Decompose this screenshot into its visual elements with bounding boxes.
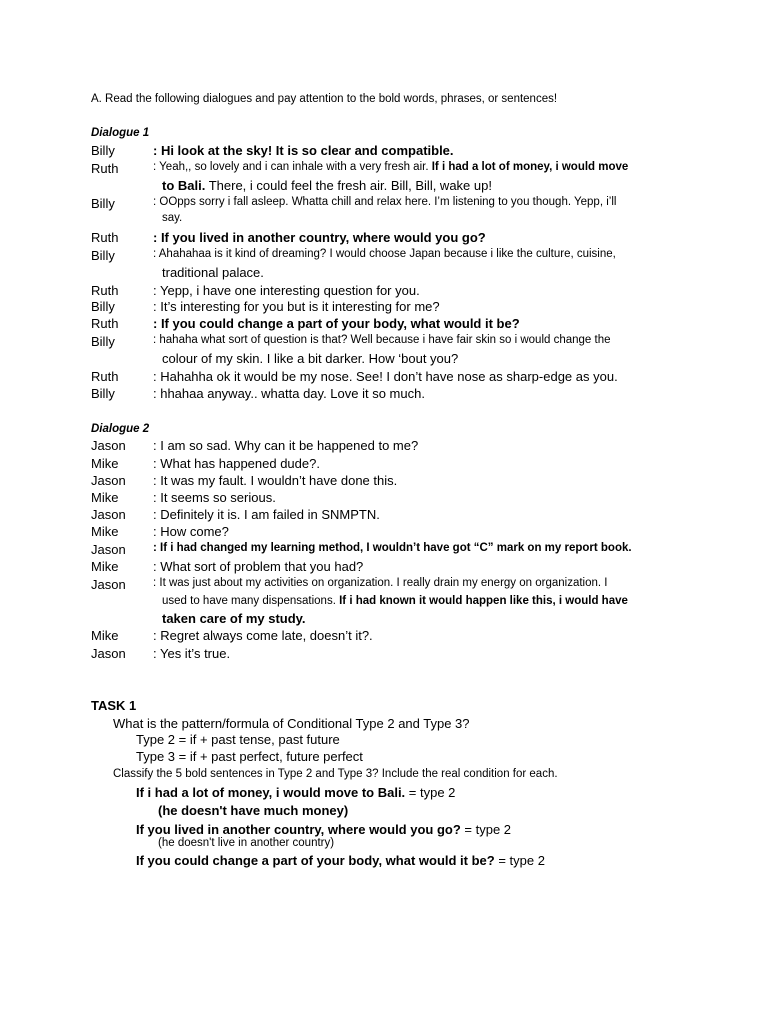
dialogue-text: : Yepp, i have one interesting question for you.	[153, 283, 420, 298]
dialogue-2-line	[0, 438, 768, 456]
dialogue-text: : Ahahahaa is it kind of dreaming? I would choose Japan because i like the culture, cuisine,	[153, 248, 616, 260]
dialogue-1-line-continuation	[0, 351, 768, 369]
dialogue-text: : Hahahha ok it would be my nose. See! I don’t have nose as sharp-edge as you.	[153, 369, 618, 384]
answer-type: = type 2	[460, 822, 512, 837]
speaker-name: Jason	[91, 507, 126, 522]
speaker-name: Billy	[91, 386, 115, 401]
speaker-name: Mike	[91, 524, 119, 539]
dialogue-text: : How come?	[153, 524, 229, 539]
answer-condition: (he doesn't live in another country)	[158, 837, 335, 849]
dialogue-2-line	[0, 628, 768, 646]
instruction-text: A. Read the following dialogues and pay attention to the bold words, phrases, or sentences!	[91, 93, 558, 105]
dialogue-text: : If you could change a part of your body, what would it be?	[153, 316, 520, 331]
dialogue-text: traditional palace.	[162, 265, 264, 280]
dialogue-2-line-continuation	[0, 611, 768, 629]
dialogue-2-line	[0, 490, 768, 508]
dialogue-1-line	[0, 386, 768, 404]
dialogue-1-line	[0, 143, 768, 161]
dialogue-text: : OOpps sorry i fall asleep. Whatta chill and relax here. I’m listening to you though. Yepp, i’ll	[153, 196, 617, 208]
speaker-name: Jason	[91, 646, 126, 661]
dialogue-text: : Yes it’s true.	[153, 646, 231, 661]
dialogue-1-line-continuation	[0, 265, 768, 283]
dialogue-text: : hhahaa anyway.. whatta day. Love it so much.	[153, 386, 425, 401]
dialogue-text: : It was my fault. I wouldn’t have done this.	[153, 473, 398, 488]
dialogue-1-line	[0, 316, 768, 334]
dialogue-text: : If i had changed my learning method, I wouldn’t have got “C” mark on my report book.	[153, 542, 632, 554]
dialogue-1-line-continuation	[0, 212, 768, 230]
answer-sentence-bold: If you could change a part of your body, what would it be?	[136, 853, 495, 868]
dialogue-1-line-continuation	[0, 178, 768, 196]
answer-sentence	[136, 853, 545, 868]
speaker-name: Jason	[91, 577, 126, 592]
dialogue-2-line	[0, 456, 768, 474]
speaker-name: Mike	[91, 490, 119, 505]
speaker-name: Ruth	[91, 369, 119, 384]
speaker-name: Ruth	[91, 230, 119, 245]
dialogue-text: : What has happened dude?.	[153, 456, 320, 471]
dialogue-text-plain: : Yeah,, so lovely and i can inhale with a very fresh air.	[153, 161, 432, 173]
task-heading: TASK 1	[91, 698, 137, 713]
dialogue-text: : What sort of problem that you had?	[153, 559, 364, 574]
dialogue-2-line	[0, 524, 768, 542]
answer-sentence	[136, 822, 511, 837]
dialogue-text: : It seems so serious.	[153, 490, 276, 505]
speaker-name: Billy	[91, 299, 115, 314]
dialogue-2-line	[0, 542, 768, 560]
answer-sentence-bold: If i had a lot of money, i would move to Bali.	[136, 785, 406, 800]
dialogue-text	[162, 595, 628, 607]
dialogue-2-line	[0, 559, 768, 577]
dialogue-text	[162, 178, 492, 193]
speaker-name: Billy	[91, 334, 115, 349]
speaker-name: Ruth	[91, 316, 119, 331]
classify-instruction: Classify the 5 bold sentences in Type 2 and Type 3? Include the real condition for each.	[113, 768, 558, 780]
answer-type: = type 2	[494, 853, 545, 868]
dialogue-1-title: Dialogue 1	[91, 127, 150, 139]
speaker-name: Mike	[91, 456, 119, 471]
dialogue-text: taken care of my study.	[162, 611, 306, 626]
dialogue-text-bold: If i had a lot of money, i would move	[431, 161, 629, 173]
answer-sentence-bold: If you lived in another country, where would you go?	[136, 822, 461, 837]
speaker-name: Mike	[91, 559, 119, 574]
dialogue-text-bold: If i had known it would happen like this, i would have	[339, 595, 628, 607]
type-2-formula: Type 2 = if + past tense, past future	[136, 732, 340, 747]
dialogue-text: : It was just about my activities on organization. I really drain my energy on organization. I	[153, 577, 608, 589]
dialogue-text: : hahaha what sort of question is that? Well because i have fair skin so i would change the	[153, 334, 611, 346]
speaker-name: Mike	[91, 628, 119, 643]
dialogue-1-line	[0, 161, 768, 179]
dialogue-text: colour of my skin. I like a bit darker. How ‘bout you?	[162, 351, 459, 366]
speaker-name: Jason	[91, 542, 126, 557]
dialogue-text: : If you lived in another country, where would you go?	[153, 230, 486, 245]
type-3-formula: Type 3 = if + past perfect, future perfect	[136, 749, 363, 764]
speaker-name: Billy	[91, 248, 115, 263]
dialogue-text: : Hi look at the sky! It is so clear and compatible.	[153, 143, 454, 158]
dialogue-text-plain: used to have many dispensations.	[162, 595, 340, 607]
dialogue-text	[153, 161, 628, 173]
dialogue-1-line	[0, 369, 768, 387]
dialogue-2-line	[0, 577, 768, 595]
dialogue-text: : I am so sad. Why can it be happened to me?	[153, 438, 419, 453]
dialogue-1-line	[0, 248, 768, 266]
speaker-name: Ruth	[91, 161, 119, 176]
dialogue-text: : It’s interesting for you but is it interesting for me?	[153, 299, 440, 314]
answer-type: = type 2	[405, 785, 456, 800]
dialogue-2-title: Dialogue 2	[91, 423, 150, 435]
dialogue-text-plain: There, i could feel the fresh air. Bill, Bill, wake up!	[205, 178, 492, 193]
dialogue-1-line	[0, 299, 768, 317]
dialogue-2-line	[0, 507, 768, 525]
dialogue-text-bold: to Bali.	[162, 178, 206, 193]
speaker-name: Ruth	[91, 283, 119, 298]
dialogue-text: say.	[162, 212, 183, 224]
dialogue-2-line	[0, 473, 768, 491]
dialogue-text: : Definitely it is. I am failed in SNMPTN.	[153, 507, 380, 522]
answer-sentence	[136, 785, 455, 800]
dialogue-1-line	[0, 230, 768, 248]
dialogue-text: : Regret always come late, doesn’t it?.	[153, 628, 373, 643]
speaker-name: Billy	[91, 196, 115, 211]
answer-condition: (he doesn't have much money)	[158, 803, 349, 818]
speaker-name: Billy	[91, 143, 115, 158]
speaker-name: Jason	[91, 473, 126, 488]
dialogue-2-line	[0, 646, 768, 664]
task-question: What is the pattern/formula of Conditional Type 2 and Type 3?	[113, 716, 470, 731]
speaker-name: Jason	[91, 438, 126, 453]
dialogue-1-line	[0, 334, 768, 352]
